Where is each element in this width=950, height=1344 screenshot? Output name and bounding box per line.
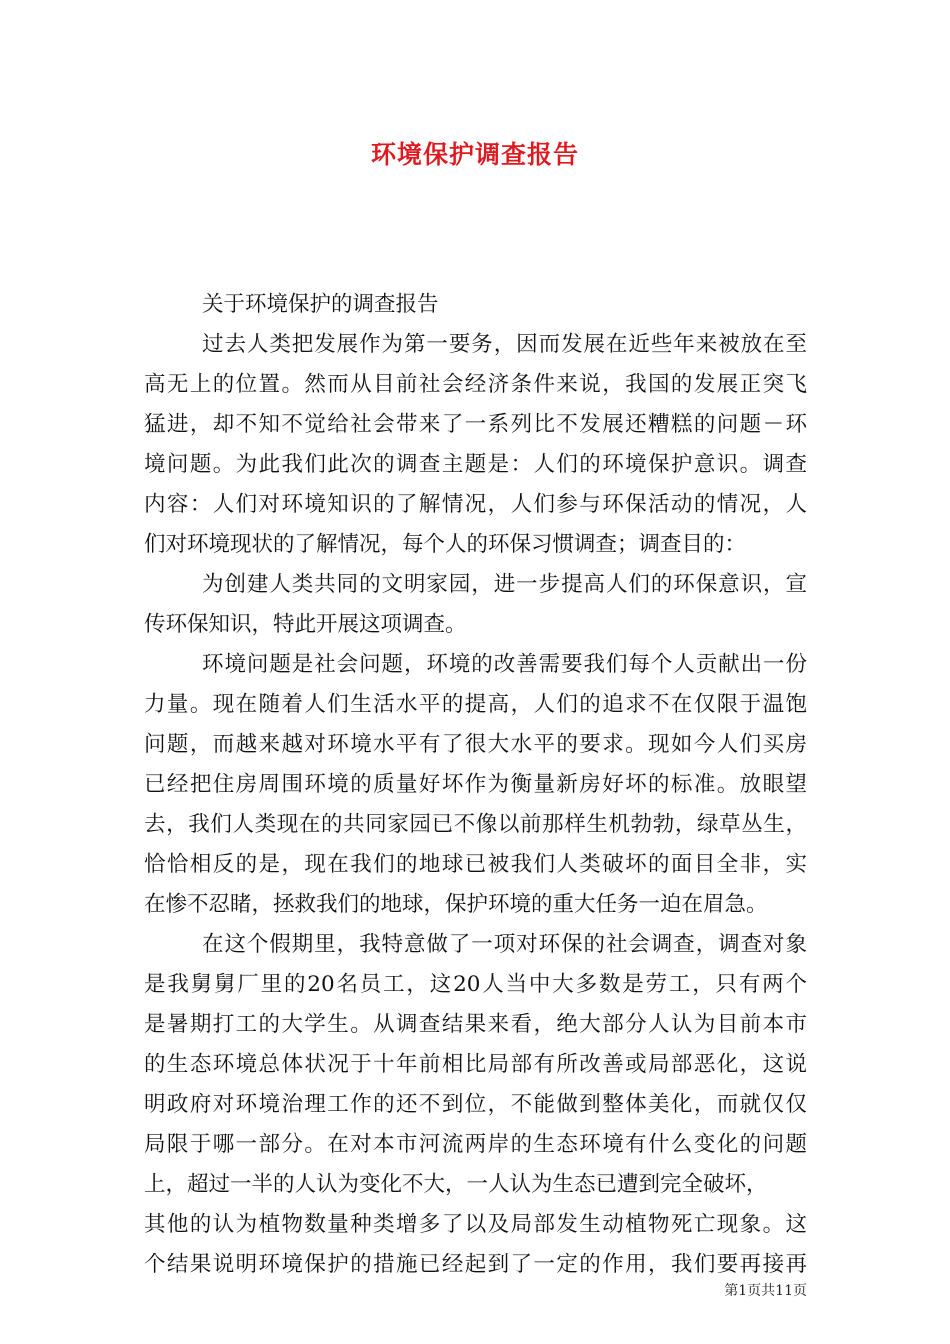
text-line: 已经把住房周围环境的质量好坏作为衡量新房好坏的标准。放眼望 [144, 772, 807, 797]
text-line: 力量。现在随着人们生活水平的提高，人们的追求不在仅限于温饱 [144, 692, 807, 717]
text-line: 是我舅舅厂里的20名员工，这20人当中大多数是劳工，只有两个 [144, 972, 807, 997]
text-line: 传环保知识，特此开展这项调查。 [144, 612, 467, 637]
document-title: 环境保护调查报告 [370, 140, 579, 169]
page-number: 第1页共11页 [724, 1283, 807, 1299]
text-line: 关于环境保护的调查报告 [202, 292, 439, 317]
text-line: 过去人类把发展作为第一要务，因而发展在近些年来被放在至 [202, 332, 807, 357]
text-line: 的生态环境总体状况于十年前相比局部有所改善或局部恶化，这说 [144, 1052, 807, 1077]
text-line: 上，超过一半的人认为变化不大，一人认为生态已遭到完全破坏， [144, 1172, 768, 1197]
text-line: 去，我们人类现在的共同家园已不像以前那样生机勃勃，绿草丛生， [144, 812, 807, 837]
text-line: 为创建人类共同的文明家园，进一步提高人们的环保意识，宣 [202, 572, 807, 597]
text-line: 在这个假期里，我特意做了一项对环保的社会调查，调查对象 [202, 932, 807, 957]
text-line: 是暑期打工的大学生。从调查结果来看，绝大部分人认为目前本市 [144, 1012, 807, 1037]
text-line: 其他的认为植物数量种类增多了以及局部发生动植物死亡现象。这 [144, 1212, 807, 1237]
text-line: 内容：人们对环境知识的了解情况，人们参与环保活动的情况，人 [144, 492, 807, 517]
text-line: 环境问题是社会问题，环境的改善需要我们每个人贡献出一份 [202, 652, 807, 677]
text-line: 境问题。为此我们此次的调查主题是：人们的环境保护意识。调查 [144, 452, 807, 477]
text-line: 们对环境现状的了解情况，每个人的环保习惯调查；调查目的： [144, 532, 747, 557]
text-line: 高无上的位置。然而从目前社会经济条件来说，我国的发展正突飞 [144, 372, 807, 397]
text-line: 恰恰相反的是，现在我们的地球已被我们人类破坏的面目全非，实 [144, 852, 807, 877]
document-body [144, 285, 807, 1285]
text-line: 问题，而越来越对环境水平有了很大水平的要求。现如今人们买房 [144, 732, 807, 757]
text-line: 明政府对环境治理工作的还不到位，不能做到整体美化，而就仅仅 [144, 1092, 807, 1117]
text-line: 在惨不忍睹，拯救我们的地球，保护环境的重大任务一迫在眉急。 [144, 892, 768, 917]
text-line: 个结果说明环境保护的措施已经起到了一定的作用，我们要再接再 [144, 1252, 807, 1277]
text-line: 局限于哪一部分。在对本市河流两岸的生态环境有什么变化的问题 [144, 1132, 807, 1157]
text-line: 猛进，却不知不觉给社会带来了一系列比不发展还糟糕的问题－环 [144, 412, 807, 437]
